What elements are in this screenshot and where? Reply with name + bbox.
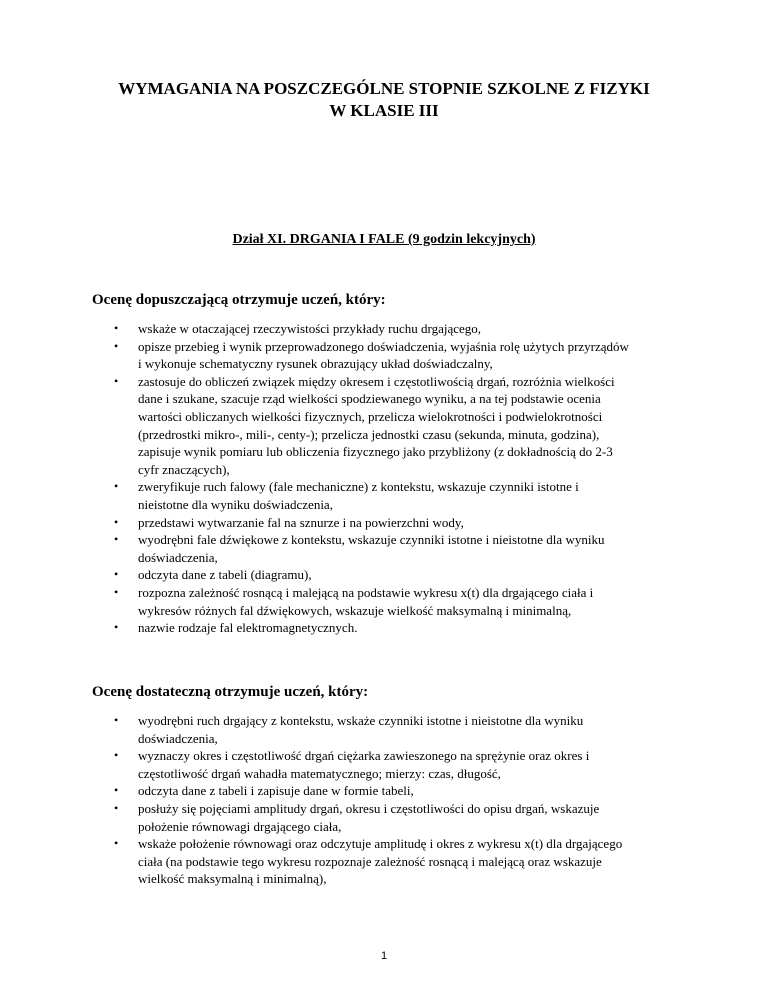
list-item-text: częstotliwość drgań wahadła matematycznego; mierzy: czas, długość, <box>138 765 501 781</box>
list-item-text: doświadczenia, <box>138 549 218 565</box>
list-item-text: i wykonuje schematyczny rysunek obrazujący układ doświadczalny, <box>138 356 493 372</box>
list-item-text: wyodrębni fale dźwiękowe z kontekstu, wskazuje czynniki istotne i nieistotne dla wyniku <box>138 532 605 548</box>
bullet-icon: • <box>114 321 119 335</box>
list-item-text: nazwie rodzaje fal elektromagnetycznych. <box>138 620 358 636</box>
list-item-text: dane i szukane, szacuje rząd wielkości spodziewanego wyniku, a na tej podstawie ocenia <box>138 391 601 407</box>
list-item-text: zapisuje wynik pomiaru lub obliczenia fizycznego jako przybliżony (z dokładnością do 2-3 <box>138 444 613 460</box>
requirements-list-dostateczna <box>92 712 692 888</box>
grade-heading-dostateczna: Ocenę dostateczną otrzymuje uczeń, który: <box>92 684 369 700</box>
title-line-1: WYMAGANIA NA POSZCZEGÓLNE STOPNIE SZKOLNE Z FIZYKI <box>118 79 650 98</box>
list-item-text: wielkość maksymalną i minimalną), <box>138 871 327 887</box>
list-item-text: odczyta dane z tabeli i zapisuje dane w formie tabeli, <box>138 783 414 799</box>
list-item-text: wskaże w otaczającej rzeczywistości przykłady ruchu drgającego, <box>138 321 482 336</box>
list-item <box>92 320 692 338</box>
list-item-text: położenie równowagi drgającego ciała, <box>138 818 342 834</box>
document-title <box>0 78 768 122</box>
bullet-icon: • <box>114 514 119 529</box>
list-item-text: wykresów różnych fal dźwiękowych, wskazuje wielkość maksymalną i minimalną, <box>138 602 572 618</box>
bullet-icon: • <box>114 783 119 798</box>
list-item-text: zastosuje do obliczeń związek między okresem i częstotliwością drgań, rozróżnia wielkości <box>138 373 615 389</box>
page-number: 1 <box>380 950 388 962</box>
list-item-text: wskaże położenie równowagi oraz odczytuje amplitudę i okres z wykresu x(t) dla drgającego <box>138 836 623 852</box>
bullet-icon: • <box>114 373 119 388</box>
list-item-text: przedstawi wytwarzanie fal na sznurze i na powierzchni wody, <box>138 514 464 530</box>
list-item-text: posłuży się pojęciami amplitudy drgań, okresu i częstotliwości do opisu drgań, wskazuje <box>138 800 600 816</box>
list-item-text: wartości obliczanych wielkości fizycznych, przelicza wielokrotności i podwielokrotności <box>138 408 603 424</box>
list-item-text: rozpozna zależność rosnącą i malejącą na podstawie wykresu x(t) dla drgającego ciała i <box>138 584 594 600</box>
bullet-icon: • <box>114 479 119 494</box>
bullet-icon: • <box>114 338 119 353</box>
list-item <box>92 531 692 566</box>
list-item <box>92 514 692 532</box>
list-item <box>92 373 692 479</box>
list-item-text: wyodrębni ruch drgający z kontekstu, wskaże czynniki istotne i nieistotne dla wyniku <box>138 713 584 728</box>
bullet-icon: • <box>114 748 119 763</box>
list-item-text: wyznaczy okres i częstotliwość drgań ciężarka zawieszonego na sprężynie oraz okres i <box>138 748 590 764</box>
bullet-icon: • <box>114 567 119 582</box>
bullet-icon: • <box>114 836 119 851</box>
list-item-text: nieistotne dla wyniku doświadczenia, <box>138 496 333 512</box>
list-item-text: ciała (na podstawie tego wykresu rozpoznaje zależność rosnącą i malejącą oraz wskazuje <box>138 853 602 869</box>
title-line-2: W KLASIE III <box>329 101 439 120</box>
list-item <box>92 800 692 835</box>
list-item <box>92 478 692 513</box>
list-item <box>92 338 692 373</box>
requirements-list-dopuszczajaca <box>92 320 692 637</box>
list-item-text: zweryfikuje ruch falowy (fale mechaniczne) z kontekstu, wskazuje czynniki istotne i <box>138 479 579 495</box>
list-item <box>92 747 692 782</box>
list-item-text: doświadczenia, <box>138 730 218 746</box>
list-item <box>92 584 692 619</box>
section-title: Dział XI. DRGANIA I FALE (9 godzin lekcyjnych) <box>232 232 536 247</box>
list-item <box>92 782 692 800</box>
list-item <box>92 835 692 888</box>
bullet-icon: • <box>114 800 119 815</box>
bullet-icon: • <box>114 532 119 547</box>
list-item <box>92 712 692 747</box>
list-item <box>92 619 692 637</box>
grade-heading-dopuszczajaca: Ocenę dopuszczającą otrzymuje uczeń, który: <box>92 292 386 308</box>
list-item-text: cyfr znaczących), <box>138 461 230 477</box>
bullet-icon: • <box>114 584 119 599</box>
list-item-text: (przedrostki mikro-, mili-, centy-); przelicza jednostki czasu (sekunda, minuta, godzina), <box>138 426 600 442</box>
bullet-icon: • <box>114 620 119 635</box>
bullet-icon: • <box>114 713 119 727</box>
list-item-text: odczyta dane z tabeli (diagramu), <box>138 567 312 583</box>
list-item-text: opisze przebieg i wynik przeprowadzonego doświadczenia, wyjaśnia rolę użytych przyrządów <box>138 338 629 354</box>
list-item <box>92 566 692 584</box>
